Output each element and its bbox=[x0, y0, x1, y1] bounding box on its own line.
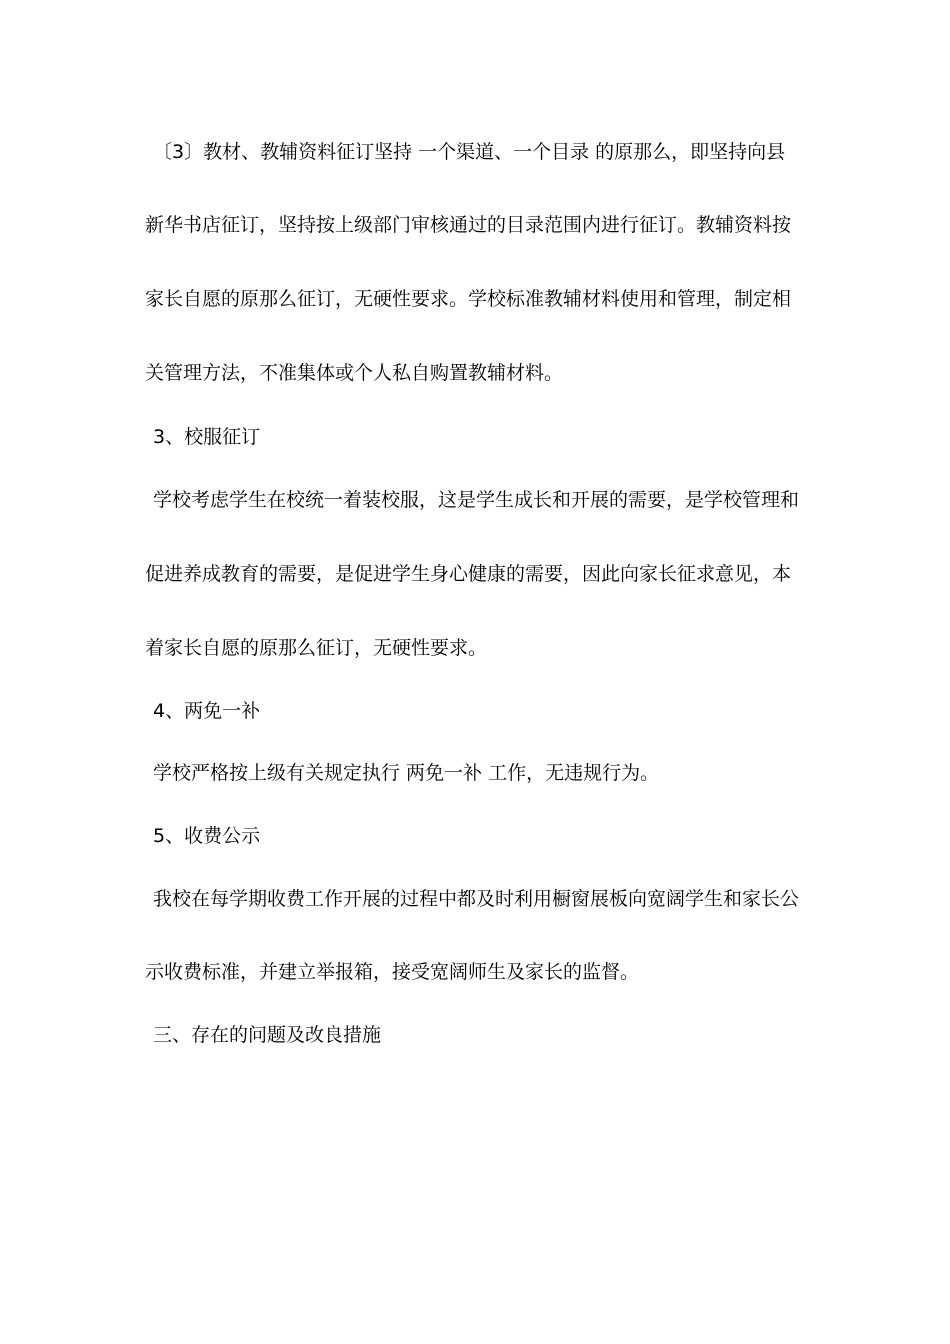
section-heading-problems: 三、存在的问题及改良措施 bbox=[153, 1024, 382, 1046]
heading-school-uniform: 3、校服征订 bbox=[153, 426, 261, 448]
para2-line3: 着家长自愿的原那么征订，无硬性要求。 bbox=[145, 637, 488, 659]
para1-line4: 关管理方法，不准集体或个人私自购置教辅材料。 bbox=[145, 362, 564, 384]
para1-line2: 新华书店征订，坚持按上级部门审核通过的目录范围内进行征订。教辅资料按 bbox=[145, 214, 792, 236]
para3-line1: 学校严格按上级有关规定执行 两免一补 工作，无违规行为。 bbox=[153, 762, 660, 784]
heading-two-exemptions: 4、两免一补 bbox=[153, 700, 261, 722]
para1-line1: 〔3〕教材、教辅资料征订坚持 一个渠道、一个目录 的原那么，即坚持向县 bbox=[153, 141, 786, 163]
para2-line1: 学校考虑学生在校统一着装校服，这是学生成长和开展的需要，是学校管理和 bbox=[153, 489, 800, 511]
para4-line2: 示收费标准，并建立举报箱，接受宽阔师生及家长的监督。 bbox=[145, 961, 640, 983]
para4-line1: 我校在每学期收费工作开展的过程中都及时利用橱窗展板向宽阔学生和家长公 bbox=[153, 888, 800, 910]
para2-line2: 促进养成教育的需要，是促进学生身心健康的需要，因此向家长征求意见，本 bbox=[145, 563, 792, 585]
heading-fee-notice: 5、收费公示 bbox=[153, 825, 261, 847]
para1-line3: 家长自愿的原那么征订，无硬性要求。学校标准教辅材料使用和管理，制定相 bbox=[145, 288, 792, 310]
